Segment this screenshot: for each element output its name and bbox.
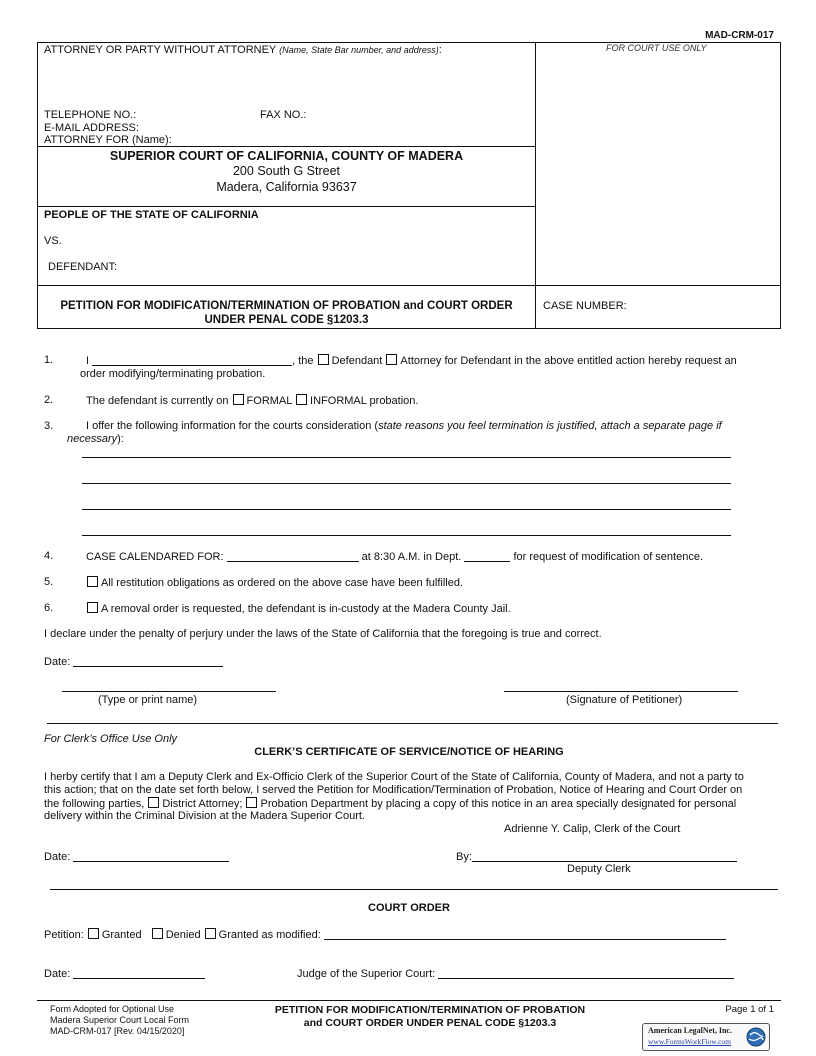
declaration-text: I declare under the penalty of perjury under the laws of the State of California that the foregoing is true and correct. [44, 628, 602, 640]
clerk-office-use: For Clerk’s Office Use Only [44, 733, 178, 745]
dept-field[interactable] [464, 550, 510, 562]
attorney-label-colon: : [438, 44, 442, 56]
print-name-label: (Type or print name) [98, 694, 198, 706]
declaration-date-label: Date: [44, 656, 71, 668]
item2-text: The defendant is currently on [86, 395, 229, 407]
item3-number: 3. [44, 420, 54, 432]
item2-formal: FORMAL [246, 395, 292, 407]
order-date [44, 967, 205, 980]
reason-line-2[interactable] [82, 483, 731, 484]
vs-label: VS. [44, 235, 62, 247]
calendar-date-field[interactable] [227, 550, 359, 562]
declaration-date-field[interactable] [73, 655, 223, 667]
formal-checkbox[interactable] [233, 394, 244, 405]
petition-ruling [44, 928, 726, 941]
footer-adopted: Form Adopted for Optional Use [50, 1004, 175, 1014]
item1-continued: order modifying/terminating probation. [80, 368, 266, 380]
probation-dept-checkbox[interactable] [246, 797, 257, 808]
item1-number: 1. [44, 354, 54, 366]
footer-title-line1: PETITION FOR MODIFICATION/TERMINATION OF PROBATION [274, 1004, 586, 1016]
form-id: MAD-CRM-017 [705, 30, 774, 41]
item3-continued [67, 433, 124, 445]
court-use-label: FOR COURT USE ONLY [606, 43, 707, 53]
clerk-certificate-title: CLERK’S CERTIFICATE OF SERVICE/NOTICE OF HEARING [254, 746, 564, 758]
logo-url: www.FormsWorkFlow.com [648, 1037, 732, 1046]
item1-i: I [86, 355, 90, 367]
court-name: SUPERIOR COURT OF CALIFORNIA, COUNTY OF MADERA [109, 149, 464, 163]
granted-modified-checkbox[interactable] [205, 928, 216, 939]
footer-page: Page 1 of 1 [725, 1004, 774, 1015]
defendant-checkbox[interactable] [318, 354, 329, 365]
item4-line [86, 550, 703, 563]
defendant-label: DEFENDANT: [48, 261, 118, 273]
section-divider-1 [47, 723, 778, 724]
item4-label: CASE CALENDARED FOR: [86, 551, 224, 563]
logo-name: American LegalNet, Inc. [648, 1026, 732, 1035]
judge [297, 967, 734, 980]
clerk-by [456, 850, 737, 863]
item5-number: 5. [44, 576, 54, 588]
court-order-title: COURT ORDER [368, 902, 450, 914]
granted-modified-label: Granted as modified: [218, 929, 321, 941]
item3-necessary: necessary [67, 433, 118, 445]
footer-rule [37, 1000, 781, 1001]
deputy-clerk-label: Deputy Clerk [567, 863, 631, 875]
declaration-date [44, 655, 223, 668]
item6-text: A removal order is requested, the defendant is in-custody at the Madera County Jail. [101, 603, 511, 615]
reason-line-4[interactable] [82, 535, 731, 536]
clerk-date-label: Date: [44, 851, 71, 863]
item2-line [86, 394, 418, 407]
footer-left [50, 1004, 189, 1037]
item3-line [86, 420, 722, 432]
attorney-label-note: (Name, State Bar number, and address) [279, 45, 439, 55]
item1-attorney: Attorney for Defendant in the above entitled action hereby request an [400, 355, 737, 367]
granted-label: Granted [101, 929, 142, 941]
modification-field[interactable] [324, 928, 726, 940]
clerk-date-field[interactable] [73, 850, 229, 862]
print-name-line[interactable] [62, 691, 276, 692]
item6-number: 6. [44, 602, 54, 614]
footer-title-line2: and COURT ORDER UNDER PENAL CODE §1203.3 [303, 1017, 557, 1029]
globe-icon [746, 1027, 766, 1047]
clerk-by-label: By: [456, 851, 472, 863]
telephone-label: TELEPHONE NO.: [44, 109, 137, 121]
signature-label: (Signature of Petitioner) [566, 694, 683, 706]
footer-revision: MAD-CRM-017 [Rev. 04/15/2020] [50, 1026, 185, 1036]
item3-text: I offer the following information for the courts consideration ( [86, 420, 379, 432]
publisher-logo [642, 1023, 770, 1051]
petitioner-name-field[interactable] [92, 354, 292, 366]
fax-label: FAX NO.: [260, 109, 307, 121]
clerk-p3-parties: the following parties, [44, 798, 145, 810]
informal-checkbox[interactable] [296, 394, 307, 405]
attorney-label-text: ATTORNEY OR PARTY WITHOUT ATTORNEY [44, 44, 277, 56]
item5-line [86, 576, 463, 589]
attorney-for-label: ATTORNEY FOR (Name): [44, 134, 172, 146]
order-date-label: Date: [44, 968, 71, 980]
judge-label: Judge of the Superior Court: [297, 968, 436, 980]
removal-order-checkbox[interactable] [87, 602, 98, 613]
clerk-paragraph-3 [44, 797, 736, 810]
signature-line[interactable] [504, 691, 738, 692]
denied-label: Denied [165, 929, 201, 941]
judge-signature-field[interactable] [438, 967, 734, 979]
form-title-line1: PETITION FOR MODIFICATION/TERMINATION OF PROBATION and COURT ORDER [60, 300, 513, 312]
clerk-paragraph-1: I herby certify that I am a Deputy Clerk and Ex-Officio Clerk of the Superior Court of the State of California, County of Madera, and not a party to [44, 771, 744, 783]
clerk-paragraph-2: this action; that on the date set forth below, I served the Petition for Modification/Termination of Probation, Notice of Hearing and Court Order on [44, 784, 743, 796]
item4-time: at 8:30 A.M. in Dept. [361, 551, 462, 563]
email-label: E-MAIL ADDRESS: [44, 122, 139, 134]
attorney-checkbox[interactable] [386, 354, 397, 365]
court-street: 200 South G Street [232, 164, 340, 178]
form-title-line2: UNDER PENAL CODE §1203.3 [204, 314, 369, 326]
attorney-label [44, 44, 442, 56]
item2-number: 2. [44, 394, 54, 406]
denied-checkbox[interactable] [152, 928, 163, 939]
clerk-paragraph-4: delivery within the Criminal Division at the Madera Superior Court. [44, 810, 365, 822]
case-number-label: CASE NUMBER: [543, 300, 627, 312]
granted-checkbox[interactable] [88, 928, 99, 939]
clerk-name: Adrienne Y. Calip, Clerk of the Court [504, 823, 681, 835]
reason-line-1[interactable] [82, 457, 731, 458]
clerk-date [44, 850, 229, 863]
district-attorney-checkbox[interactable] [148, 797, 159, 808]
item1-the: , the [292, 355, 314, 367]
petition-label: Petition: [44, 929, 84, 941]
item5-text: All restitution obligations as ordered on the above case have been fulfilled. [101, 577, 464, 589]
reason-line-3[interactable] [82, 509, 731, 510]
court-city: Madera, California 93637 [216, 180, 357, 194]
item1-line [86, 354, 737, 367]
item6-line [86, 602, 511, 615]
footer-title [230, 1004, 630, 1030]
clerk-p3-da: District Attorney; [162, 798, 243, 810]
footer-local-form: Madera Superior Court Local Form [50, 1015, 190, 1025]
item1-defendant: Defendant [331, 355, 383, 367]
item4-number: 4. [44, 550, 54, 562]
clerk-by-field[interactable] [472, 850, 737, 862]
order-date-field[interactable] [73, 967, 205, 979]
section-divider-2 [50, 889, 778, 890]
restitution-checkbox[interactable] [87, 576, 98, 587]
clerk-p3-probation: Probation Department by placing a copy of this notice in an area specially designated for personal [260, 798, 737, 810]
people-label: PEOPLE OF THE STATE OF CALIFORNIA [44, 209, 259, 221]
item2-informal: INFORMAL probation. [310, 395, 419, 407]
item4-purpose: for request of modification of sentence. [513, 551, 704, 563]
item3-italic: state reasons you feel termination is justified, attach a separate page if [378, 420, 722, 432]
item3-close: ): [117, 433, 124, 445]
